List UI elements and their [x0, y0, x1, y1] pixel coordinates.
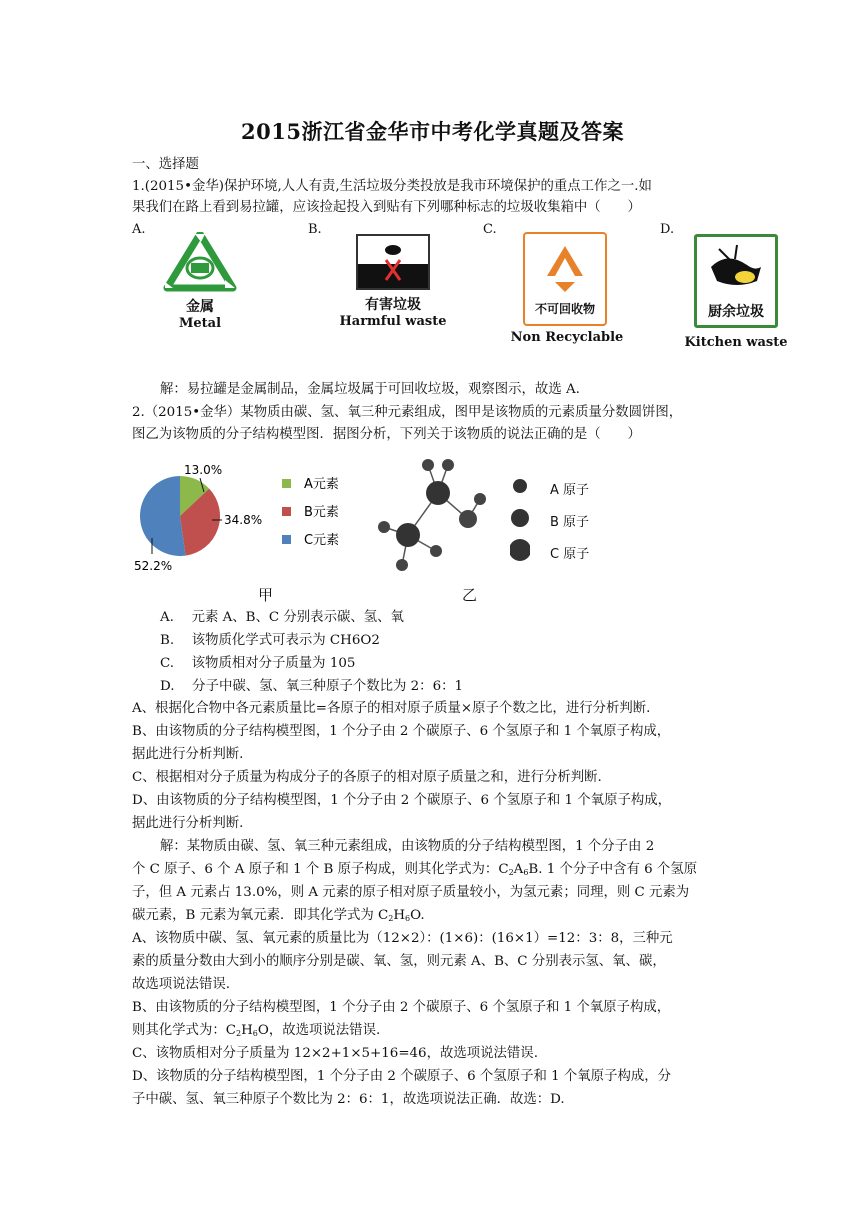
solution-d-line: D、该物质的分子结构模型图，1 个分子由 2 个碳原子、6 个氢原子和 1 个氧原子构成，分 [132, 1069, 672, 1084]
solution-c-line: C、该物质相对分子质量为 12×2+1×5+16=46，故选项说法错误. [132, 1046, 538, 1061]
section-heading: 一、选择题 [132, 157, 199, 172]
pie-label-b: 34.8% [224, 513, 263, 527]
analysis-line: 据此进行分析判断. [132, 816, 244, 831]
atom-legend-b: B 原子 [550, 515, 590, 530]
analysis-line: D、由该物质的分子结构模型图，1 个分子由 2 个碳原子、6 个氢原子和 1 个氧原子构成， [132, 793, 672, 808]
legend-swatch-2 [282, 507, 291, 516]
q2-option-c: C. 该物质相对分子质量为 105 [160, 656, 356, 671]
q1-option-a-letter: A. [132, 222, 146, 237]
q1-option-b-letter: B. [308, 222, 322, 237]
solution-line: 子，但 A 元素占 13.0%，则 A 元素的原子相对原子质量较小，为氢元素；同理，则 C 元素为 [132, 885, 690, 900]
solution-a-line: 素的质量分数由大到小的顺序分别是碳、氧、氢，则元素 A、B、C 分别表示氢、氧、碳， [132, 954, 666, 969]
legend-label-2: B元素 [304, 505, 339, 520]
fig-jia-caption: 甲 [258, 586, 274, 604]
metal-sign-cn: 金属 [186, 299, 214, 315]
fig-yi-caption: 乙 [462, 586, 478, 604]
non-recyclable-sign [508, 232, 626, 345]
metal-sign-en: Metal [178, 316, 222, 331]
solution-line: 解：某物质由碳、氢、氧三种元素组成，由该物质的分子结构模型图，1 个分子由 2 [160, 839, 655, 854]
kitchen-waste-sign [684, 234, 788, 350]
harmful-waste-icon [356, 234, 430, 290]
solution-b-line: B、由该物质的分子结构模型图，1 个分子由 2 个碳原子、6 个氢原子和 1 个氧原子构成， [132, 1000, 671, 1015]
pie-label-a: 13.0% [184, 463, 223, 477]
kitchen-waste-icon [694, 234, 778, 328]
atom-legend-a: A 原子 [550, 483, 590, 498]
non-recyclable-en: Non Recyclable [510, 330, 624, 345]
q2-option-d: D. 分子中碳、氢、氧三种原子个数比为 2：6：1 [160, 679, 464, 694]
q1-option-c-letter: C. [483, 222, 497, 237]
analysis-line: 据此进行分析判断. [132, 747, 244, 762]
non-recyclable-cn: 不可回收物 [534, 302, 595, 316]
q1-text-line1: 1.(2015•金华)保护环境,人人有责,生活垃圾分类投放是我市环境保护的重点工作之一.如 [132, 179, 652, 194]
analysis-line: A、根据化合物中各元素质量比=各原子的相对原子质量×原子个数之比，进行分析判断. [132, 701, 651, 716]
harmful-waste-sign [334, 234, 452, 329]
pie-legend [282, 477, 339, 548]
q2-option-a: A. 元素 A、B、C 分别表示碳、氢、氧 [160, 610, 404, 625]
pie-label-c: 52.2% [134, 559, 173, 573]
recycle-icon [155, 232, 245, 292]
legend-label-3: C元素 [304, 533, 340, 548]
solution-a-line: A、该物质中碳、氢、氧元素的质量比为（12×2）：(1×6)：(16×1）=12：3：8，三种元 [132, 931, 673, 946]
q1-text-line2: 果我们在路上看到易拉罐，应该捡起投入到贴有下列哪种标志的垃圾收集箱中（ ） [132, 200, 641, 215]
legend-swatch-3 [282, 535, 291, 544]
q2-text-line1: 2.（2015•金华）某物质由碳、氢、氧三种元素组成，图甲是该物质的元素质量分数圆饼图， [132, 405, 683, 420]
solution-b-line: 则其化学式为：$C_2H_6O$，故选项说法错误. [132, 1023, 381, 1038]
page-title: 2015浙江省金华市中考化学真题及答案 [241, 119, 624, 144]
q1-option-d-letter: D. [660, 222, 675, 237]
molecule-model [372, 455, 502, 575]
q2-option-b: B. 该物质化学式可表示为 CH6O2 [160, 633, 380, 648]
kitchen-waste-en: Kitchen waste [684, 335, 788, 350]
non-recyclable-icon [523, 232, 607, 326]
metal-sign [155, 232, 245, 331]
solution-line: 个 C 原子、6 个 A 原子和 1 个 B 原子构成，则其化学式为：$C_2A_6B$. 1 个分子中含有 6 个氢原 [132, 862, 698, 877]
legend-swatch-1 [282, 479, 291, 488]
harmful-waste-en: Harmful waste [339, 314, 447, 329]
pie-slice-3 [140, 476, 186, 556]
atom-legend-c: C 原子 [550, 547, 590, 562]
kitchen-waste-cn: 厨余垃圾 [708, 304, 764, 320]
analysis-line: B、由该物质的分子结构模型图，1 个分子由 2 个碳原子、6 个氢原子和 1 个氧原子构成， [132, 724, 671, 739]
legend-label-1: A元素 [304, 477, 339, 492]
solution-d-line: 子中碳、氢、氧三种原子个数比为 2：6：1，故选项说法正确．故选：D. [132, 1092, 565, 1107]
q1-answer: 解：易拉罐是金属制品，金属垃圾属于可回收垃圾，观察图示，故选 A. [160, 382, 580, 397]
harmful-waste-cn: 有害垃圾 [365, 297, 421, 313]
solution-a-line: 故选项说法错误. [132, 977, 230, 992]
q2-text-line2: 图乙为该物质的分子结构模型图．据图分析，下列关于该物质的说法正确的是（ ） [132, 427, 641, 442]
solution-line: 碳元素，B 元素为氧元素．即其化学式为 $C_2H_6O$. [132, 908, 425, 923]
analysis-line: C、根据相对分子质量为构成分子的各原子的相对原子质量之和，进行分析判断. [132, 770, 602, 785]
